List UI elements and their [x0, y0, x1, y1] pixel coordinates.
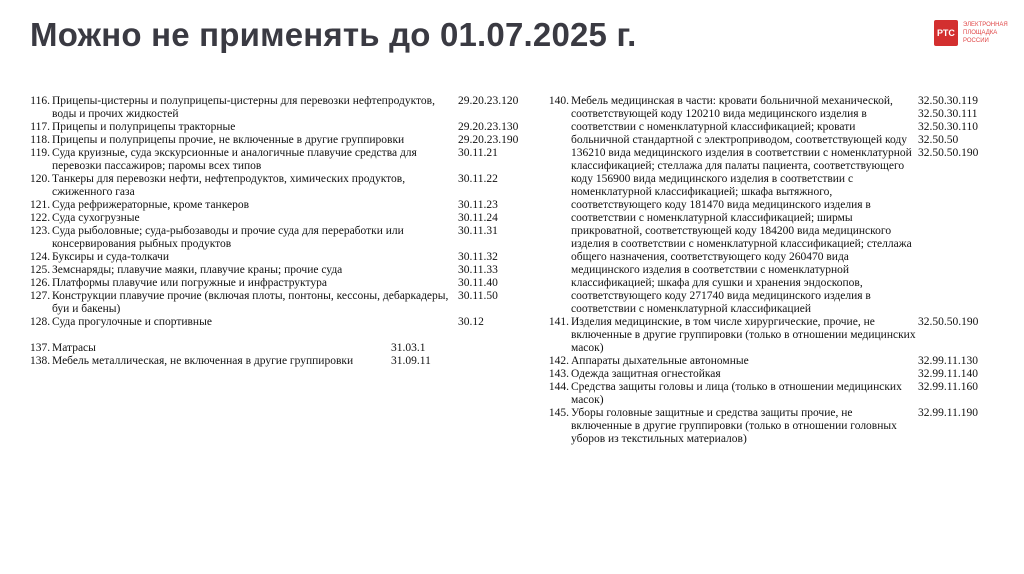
item-code: 32.50.30.119	[918, 95, 978, 107]
list-item	[30, 251, 540, 264]
item-name: Суда прогулочные и спортивные	[52, 316, 212, 328]
item-name: Конструкции плавучие прочие (включая плоты, понтоны, кессоны, дебаркадеры, буи и бакены)	[52, 290, 449, 315]
item-name: Суда рыболовные; суда-рыбозаводы и прочие суда для переработки или консервирования рыбных продуктов	[52, 225, 404, 250]
list-item	[30, 147, 540, 173]
list-item	[540, 407, 1020, 446]
item-name: Танкеры для перевозки нефти, нефтепродуктов, химических продуктов, сжиженного газа	[52, 173, 406, 198]
list-item	[30, 264, 540, 277]
item-name: Прицепы и полуприцепы прочие, не включенные в другие группировки	[52, 134, 405, 146]
item-number: 116.	[30, 95, 50, 107]
item-name: Платформы плавучие или погружные и инфраструктура	[52, 277, 327, 289]
item-number: 120.	[30, 173, 51, 185]
list-item	[30, 199, 540, 212]
logo-line: ПЛОЩАДКА	[963, 30, 998, 36]
list-item	[30, 134, 540, 147]
item-name: Суда сухогрузные	[52, 212, 140, 224]
page-title: Можно не применять до 01.07.2025 г.	[30, 16, 637, 53]
item-name: Буксиры и суда-толкачи	[52, 251, 169, 263]
rts-logo-text	[963, 21, 1015, 45]
item-name: Прицепы-цистерны и полуприцепы-цистерны для перевозки нефтепродуктов, воды и прочих жидкостей	[52, 95, 435, 120]
item-number: 143.	[548, 368, 569, 380]
item-number: 137.	[30, 342, 51, 354]
item-name: Аппараты дыхательные автономные	[571, 355, 749, 367]
item-code: 30.11.22	[458, 173, 498, 185]
item-name: Суда круизные, суда экскурсионные и аналогичные плавучие средства для перевозки пассажиров; паромы всех типов	[52, 147, 417, 172]
logo-line: ЭЛЕКТРОННАЯ	[963, 22, 1008, 28]
item-code: 30.11.24	[458, 212, 498, 224]
item-number: 141.	[548, 316, 569, 328]
item-code: 30.11.50	[458, 290, 498, 302]
item-number: 126.	[30, 277, 51, 289]
item-number: 128.	[30, 316, 51, 328]
item-code: 29.20.23.120	[458, 95, 519, 107]
item-code: 32.99.11.130	[918, 355, 978, 367]
item-number: 124.	[30, 251, 51, 263]
item-codes	[918, 368, 978, 381]
item-name: Средства защиты головы и лица (только в отношении медицинских масок)	[571, 381, 902, 406]
item-code: 31.09.11	[391, 355, 431, 367]
list-item	[30, 316, 540, 329]
item-codes	[918, 316, 978, 329]
item-number: 122.	[30, 212, 51, 224]
item-codes	[918, 355, 978, 368]
list-item	[30, 290, 540, 316]
item-number: 125.	[30, 264, 51, 276]
item-name: Одежда защитная огнестойкая	[571, 368, 721, 380]
item-name: Прицепы и полуприцепы тракторные	[52, 121, 236, 133]
item-number: 123.	[30, 225, 51, 237]
item-code: 30.11.21	[458, 147, 498, 159]
item-number: 117.	[30, 121, 50, 133]
item-code: 32.50.50.190	[918, 147, 979, 159]
item-code: 32.99.11.160	[918, 381, 978, 393]
item-code: 32.50.50.190	[918, 316, 979, 328]
item-name: Мебель медицинская в части: кровати больничной механической, соответствующей коду 120210 вида медицинского изделия в соответствии с номенклатурной классификацией; кровати больничной стандартной с электроприводом, соответствующей коду 136210 вида медицинского изделия в соответствии с номенклатурной классификацией; стеллажа для палаты пациента, соответствующего коду 156900 вида медицинского изделия в соответствии с номенклатурной классификацией; шкафа вытяжного, соответствующего коду 181470 вида медицинского изделия в соответствии с номенклатурной классификацией; ширмы прикроватной, соответствующей коду 184200 вида медицинского изделия в соответствии с номенклатурной классификацией; стеллажа общего назначения, соответствующего коду 260470 вида медицинского изделия в соответствии с номенклатурной классификацией; шкафа для сушки и хранения эндоскопов, соответствующего коду 271740 вида медицинского изделия в соответствии с номенклатурной классификацией	[571, 95, 912, 315]
rts-logo-mark: РТС	[934, 20, 958, 46]
item-number: 140.	[548, 95, 569, 107]
list-item	[30, 121, 540, 134]
item-number: 119.	[30, 147, 50, 159]
item-codes	[918, 381, 978, 394]
item-number: 138.	[30, 355, 51, 367]
list-item	[540, 368, 1020, 381]
item-code: 32.50.30.110	[918, 121, 978, 133]
item-code: 30.11.33	[458, 264, 498, 276]
rts-logo	[934, 20, 1014, 48]
item-name: Мебель металлическая, не включенная в другие группировки	[52, 355, 354, 367]
right-code-list	[540, 95, 1020, 446]
item-number: 121.	[30, 199, 51, 211]
item-name: Изделия медицинские, в том числе хирургические, прочие, не включенные в другие группировки (только в отношении медицинских масок)	[571, 316, 916, 354]
logo-line: РОССИИ	[963, 38, 989, 44]
item-code: 32.50.30.111	[918, 108, 978, 120]
list-item	[30, 277, 540, 290]
item-name: Уборы головные защитные и средства защиты прочие, не включенные в другие группировки (только в отношении головных уборов из текстильных материалов)	[571, 407, 897, 445]
item-number: 145.	[548, 407, 569, 419]
list-item	[540, 95, 1020, 316]
list-item	[30, 212, 540, 225]
list-item	[30, 173, 540, 199]
list-item	[30, 342, 540, 355]
item-code: 29.20.23.130	[458, 121, 519, 133]
item-number: 144.	[548, 381, 569, 393]
list-item	[540, 316, 1020, 355]
list-item	[30, 355, 540, 368]
list-item	[540, 381, 1020, 407]
item-code: 30.11.40	[458, 277, 498, 289]
item-codes	[918, 407, 978, 420]
item-name: Земснаряды; плавучие маяки, плавучие краны; прочие суда	[52, 264, 343, 276]
item-code: 30.11.23	[458, 199, 498, 211]
list-item	[540, 355, 1020, 368]
item-code: 31.03.1	[391, 342, 426, 354]
item-name: Матрасы	[52, 342, 96, 354]
list-item	[30, 225, 540, 251]
list-item	[30, 95, 540, 121]
item-code: 30.12	[458, 316, 484, 328]
item-number: 118.	[30, 134, 50, 146]
item-code: 32.99.11.140	[918, 368, 978, 380]
item-name: Суда рефрижераторные, кроме танкеров	[52, 199, 250, 211]
left-code-list	[30, 95, 540, 368]
item-code: 32.99.11.190	[918, 407, 978, 419]
item-code: 30.11.32	[458, 251, 498, 263]
item-number: 127.	[30, 290, 51, 302]
item-code: 30.11.31	[458, 225, 498, 237]
item-number: 142.	[548, 355, 569, 367]
item-code: 32.50.50	[918, 134, 959, 146]
item-code: 29.20.23.190	[458, 134, 519, 146]
item-codes	[918, 95, 978, 160]
